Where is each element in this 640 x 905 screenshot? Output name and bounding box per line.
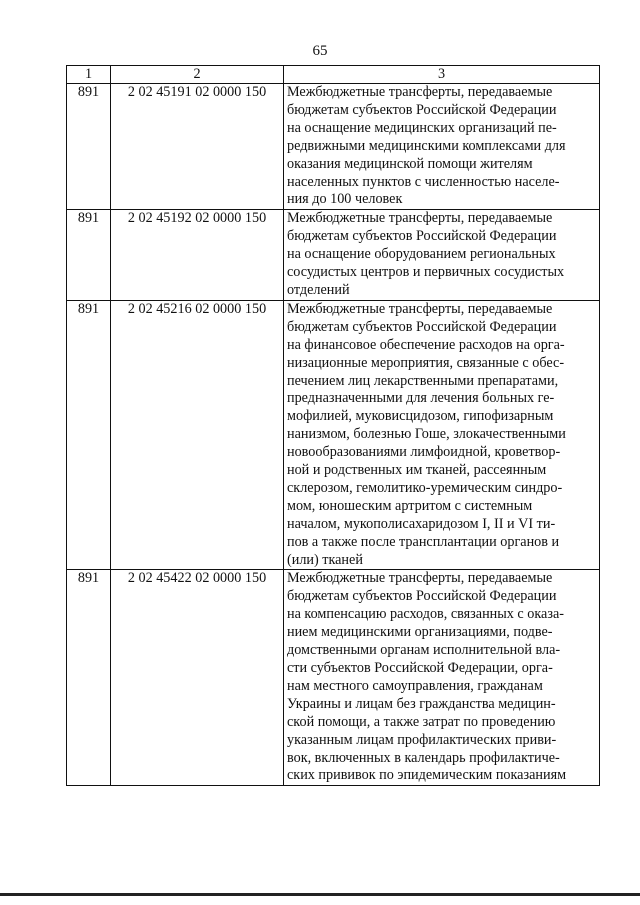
description-line: нанизмом, болезнью Гоше, злокачественными [287, 426, 566, 443]
description-line: Межбюджетные трансферты, передаваемые [287, 570, 553, 587]
page-bottom-edge [0, 893, 640, 896]
budget-code-cell: 2 02 45422 02 0000 150 [111, 570, 284, 786]
description-cell [284, 84, 600, 210]
description-line: указанным лицам профилактических приви- [287, 731, 557, 748]
description-line: бюджетам субъектов Российской Федерации [287, 318, 557, 335]
description-line: отделений [287, 281, 350, 298]
description-line: Украины и лицам без гражданства медицин- [287, 695, 556, 712]
budget-classification-table [66, 65, 600, 786]
description-line: склерозом, гемолитико-уремическим синдро- [287, 479, 563, 496]
description-line: на финансовое обеспечение расходов на орга- [287, 336, 565, 353]
description-line: ской помощи, а также затрат по проведению [287, 713, 556, 730]
description-cell [284, 210, 600, 301]
description-line: оказания медицинской помощи жителям [287, 155, 533, 172]
description-line: сосудистых центров и первичных сосудистых [287, 264, 565, 281]
description-line: бюджетам субъектов Российской Федерации [287, 101, 557, 118]
description-line: на оснащение медицинских организаций пе- [287, 119, 557, 136]
description-line: бюджетам субъектов Российской Федерации [287, 588, 557, 605]
admin-code-cell: 891 [67, 300, 111, 570]
admin-code-cell: 891 [67, 210, 111, 301]
description-line: предназначенными для лечения больных ге- [287, 390, 555, 407]
column-header-2: 2 [111, 66, 284, 84]
description-line: нием медицинскими организациями, подве- [287, 624, 553, 641]
description-line: сти субъектов Российской Федерации, орга- [287, 660, 553, 676]
description-line: ния до 100 человек [287, 191, 403, 208]
table-row [67, 300, 600, 570]
table-row [67, 84, 600, 210]
budget-code-cell: 2 02 45191 02 0000 150 [111, 84, 284, 210]
page-number: 65 [312, 43, 328, 59]
table-row [67, 570, 600, 786]
description-line: пов а также после трансплантации органов и [287, 533, 560, 550]
description-line: населенных пунктов с численностью населе- [287, 173, 560, 190]
description-line: мом, юношеским артритом с системным [287, 497, 533, 514]
description-line: печением лиц лекарственными препаратами, [287, 372, 559, 389]
description-cell [284, 570, 600, 786]
table-row [67, 210, 600, 301]
description-line: (или) тканей [287, 551, 363, 568]
column-header-3: 3 [284, 66, 600, 84]
description-line: мофилией, муковисцидозом, гипофизарным [287, 408, 554, 425]
column-header-1: 1 [67, 66, 111, 84]
description-line: вок, включенных в календарь профилактиче- [287, 749, 560, 766]
description-line: Межбюджетные трансферты, передаваемые [287, 84, 553, 100]
description-line: Межбюджетные трансферты, передаваемые [287, 210, 553, 227]
description-line: ских прививок по эпидемическим показаниям [287, 767, 567, 784]
description-line: на оснащение оборудованием региональных [287, 246, 556, 263]
description-line: ной и родственных им тканей, рассеянным [287, 462, 547, 479]
description-line: Межбюджетные трансферты, передаваемые [287, 300, 553, 317]
description-line: началом, мукополисахаридозом I, II и VI ти- [287, 515, 556, 532]
description-line: нам местного самоуправления, гражданам [287, 677, 543, 694]
description-line: новообразованиями лимфоидной, кроветвор- [287, 444, 561, 461]
description-line: низационные мероприятия, связанные с обес- [287, 354, 565, 371]
description-line: редвижными медицинскими комплексами для [287, 137, 566, 154]
admin-code-cell: 891 [67, 84, 111, 210]
budget-code-cell: 2 02 45216 02 0000 150 [111, 300, 284, 570]
budget-code-cell: 2 02 45192 02 0000 150 [111, 210, 284, 301]
table-header-row [67, 66, 600, 84]
description-cell [284, 300, 600, 570]
description-line: на компенсацию расходов, связанных с оказа- [287, 606, 564, 623]
description-line: бюджетам субъектов Российской Федерации [287, 228, 557, 245]
description-line: домственными органам исполнительной вла- [287, 642, 561, 659]
admin-code-cell: 891 [67, 570, 111, 786]
